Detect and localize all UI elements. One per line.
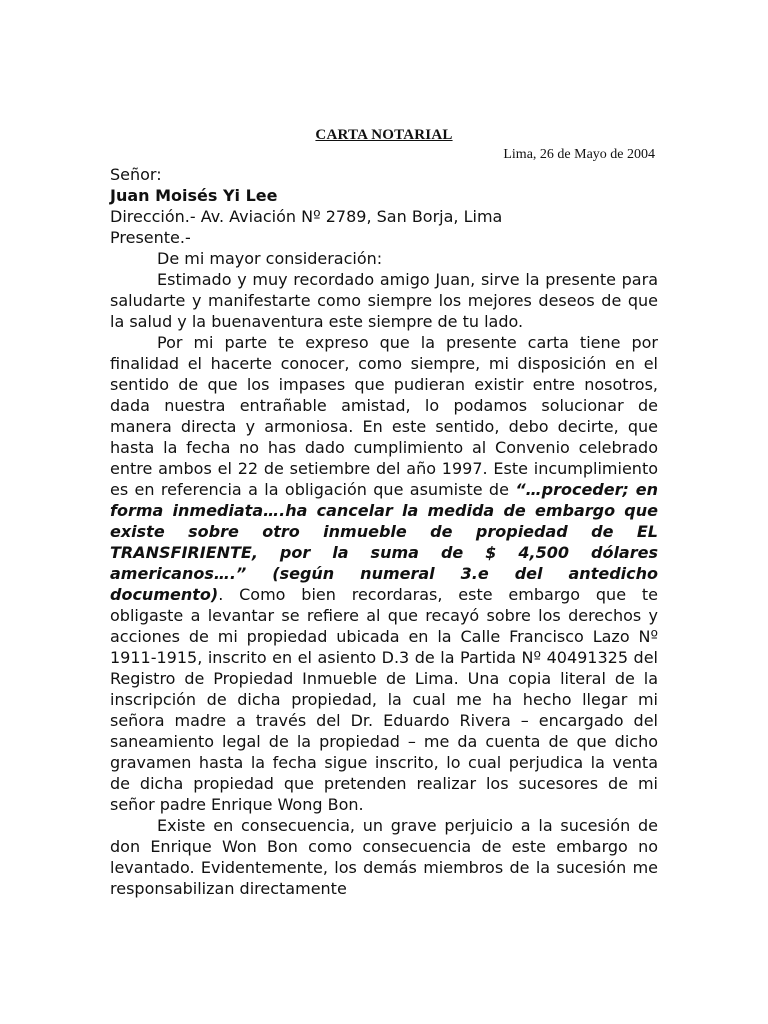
paragraph-2-quote: “…proceder; en forma inmediata….ha cancelar la medida de embargo que existe sobre otro inmueble de propiedad de EL TRANSFIRIENTE, por la suma de $ 4,500 dólares americanos….” (según numeral 3.e del antedicho documento)	[110, 480, 659, 604]
letter-title: CARTA NOTARIAL	[315, 127, 453, 143]
letter-body	[110, 164, 658, 899]
paragraph-1	[110, 269, 658, 332]
recipient-address: Dirección.- Av. Aviación Nº 2789, San Borja, Lima	[110, 207, 503, 226]
recipient-name: Juan Moisés Yi Lee	[110, 186, 278, 205]
salutation: Señor:	[110, 165, 162, 184]
greeting: De mi mayor consideración:	[157, 249, 383, 268]
paragraph-1-text: Estimado y muy recordado amigo Juan, sirve la presente para saludarte y manifestarte como siempre los mejores deseos de que la salud y la buenaventura este siempre de tu lado.	[110, 270, 658, 331]
paragraph-2-text-b: . Como bien recordaras, este embargo que te obligaste a levantar se refiere al que recayó sobre los derechos y acciones de mi propiedad ubicada en la Calle Francisco Lazo Nº 1911-1915, inscrito en el asiento D.3 de la Partida Nº 40491325 del Registro de Propiedad Inmueble de Lima. Una copia literal de la inscripción de dicha propiedad, la cual me ha hecho llegar mi señora madre a través del Dr. Eduardo Rivera – encargado del saneamiento legal de la propiedad – me da cuenta de que dicho gravamen hasta la fecha sigue inscrito, lo cual perjudica la venta de dicha propiedad que pretenden realizar los sucesores de mi señor padre Enrique Wong Bon.	[110, 585, 658, 814]
presente-line: Presente.-	[110, 228, 191, 247]
letter-date: Lima, 26 de Mayo de 2004	[503, 147, 655, 162]
paragraph-2	[110, 332, 658, 815]
paragraph-3	[110, 815, 658, 899]
paragraph-2-text-a: Por mi parte te expreso que la presente carta tiene por finalidad el hacerte conocer, como siempre, mi disposición en el sentido de que los impases que pudieran existir entre nosotros, dada nuestra entrañable amistad, lo podamos solucionar de manera directa y armoniosa. En este sentido, debo decirte, que hasta la fecha no has dado cumplimiento al Convenio celebrado entre ambos el 22 de setiembre del año 1997. Este incumplimiento es en referencia a la obligación que asumiste de	[110, 333, 658, 499]
paragraph-3-text: Existe en consecuencia, un grave perjuicio a la sucesión de don Enrique Won Bon como consecuencia de este embargo no levantado. Evidentemente, los demás miembros de la sucesión me responsabilizan directamente	[110, 816, 658, 898]
